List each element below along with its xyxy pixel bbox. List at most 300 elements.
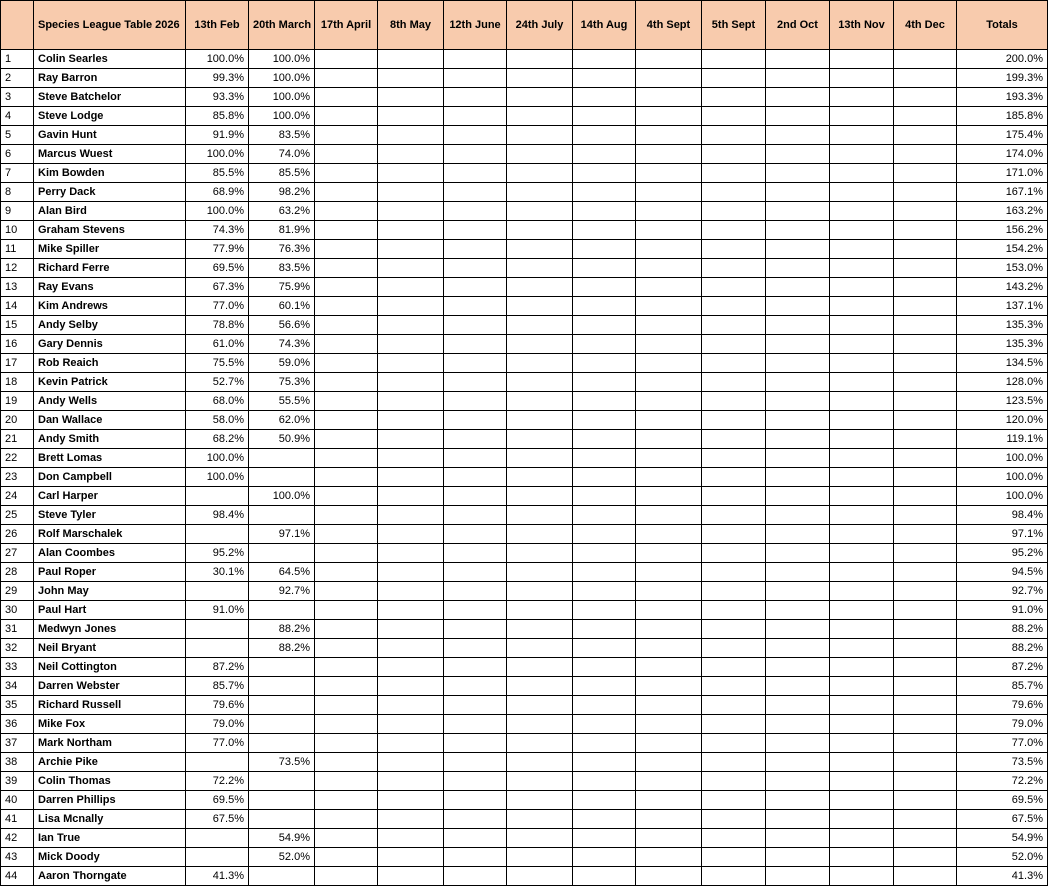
empty-score-cell[interactable] [315,468,378,487]
score-cell-20th-march[interactable]: 54.9% [249,829,315,848]
header-date-4[interactable]: 8th May [378,1,444,50]
rank-cell[interactable]: 19 [1,392,34,411]
empty-score-cell[interactable] [444,88,507,107]
empty-score-cell[interactable] [830,658,894,677]
name-cell[interactable]: Archie Pike [34,753,186,772]
empty-score-cell[interactable] [894,354,957,373]
name-cell[interactable]: Rob Reaich [34,354,186,373]
empty-score-cell[interactable] [573,449,636,468]
empty-score-cell[interactable] [636,164,702,183]
total-cell[interactable]: 94.5% [957,563,1048,582]
score-cell-20th-march[interactable] [249,791,315,810]
total-cell[interactable]: 163.2% [957,202,1048,221]
empty-score-cell[interactable] [315,164,378,183]
score-cell-20th-march[interactable]: 62.0% [249,411,315,430]
empty-score-cell[interactable] [444,829,507,848]
total-cell[interactable]: 79.0% [957,715,1048,734]
rank-cell[interactable]: 32 [1,639,34,658]
empty-score-cell[interactable] [507,487,573,506]
empty-score-cell[interactable] [573,848,636,867]
empty-score-cell[interactable] [315,563,378,582]
empty-score-cell[interactable] [894,164,957,183]
empty-score-cell[interactable] [315,715,378,734]
empty-score-cell[interactable] [702,829,766,848]
empty-score-cell[interactable] [573,221,636,240]
empty-score-cell[interactable] [507,506,573,525]
empty-score-cell[interactable] [636,354,702,373]
empty-score-cell[interactable] [830,696,894,715]
empty-score-cell[interactable] [378,278,444,297]
rank-cell[interactable]: 44 [1,867,34,886]
total-cell[interactable]: 135.3% [957,316,1048,335]
empty-score-cell[interactable] [378,734,444,753]
empty-score-cell[interactable] [766,145,830,164]
empty-score-cell[interactable] [507,126,573,145]
total-cell[interactable]: 72.2% [957,772,1048,791]
empty-score-cell[interactable] [636,335,702,354]
empty-score-cell[interactable] [378,88,444,107]
empty-score-cell[interactable] [573,677,636,696]
empty-score-cell[interactable] [636,601,702,620]
rank-cell[interactable]: 35 [1,696,34,715]
empty-score-cell[interactable] [573,411,636,430]
empty-score-cell[interactable] [378,221,444,240]
empty-score-cell[interactable] [573,468,636,487]
score-cell-13th-feb[interactable]: 69.5% [186,259,249,278]
empty-score-cell[interactable] [507,696,573,715]
empty-score-cell[interactable] [766,734,830,753]
empty-score-cell[interactable] [830,525,894,544]
empty-score-cell[interactable] [378,183,444,202]
table-title[interactable]: Species League Table 2026 [34,1,186,50]
empty-score-cell[interactable] [702,316,766,335]
empty-score-cell[interactable] [636,563,702,582]
empty-score-cell[interactable] [315,658,378,677]
header-date-10[interactable]: 2nd Oct [766,1,830,50]
empty-score-cell[interactable] [702,601,766,620]
empty-score-cell[interactable] [444,69,507,88]
empty-score-cell[interactable] [378,677,444,696]
empty-score-cell[interactable] [573,183,636,202]
empty-score-cell[interactable] [894,620,957,639]
name-cell[interactable]: Darren Phillips [34,791,186,810]
empty-score-cell[interactable] [378,69,444,88]
rank-cell[interactable]: 39 [1,772,34,791]
score-cell-20th-march[interactable] [249,506,315,525]
empty-score-cell[interactable] [830,449,894,468]
empty-score-cell[interactable] [444,791,507,810]
name-cell[interactable]: Gavin Hunt [34,126,186,145]
empty-score-cell[interactable] [573,107,636,126]
empty-score-cell[interactable] [507,601,573,620]
empty-score-cell[interactable] [766,126,830,145]
empty-score-cell[interactable] [894,316,957,335]
empty-score-cell[interactable] [507,449,573,468]
empty-score-cell[interactable] [444,715,507,734]
rank-cell[interactable]: 10 [1,221,34,240]
empty-score-cell[interactable] [636,88,702,107]
empty-score-cell[interactable] [507,411,573,430]
empty-score-cell[interactable] [702,620,766,639]
empty-score-cell[interactable] [636,50,702,69]
empty-score-cell[interactable] [573,601,636,620]
empty-score-cell[interactable] [378,335,444,354]
empty-score-cell[interactable] [636,658,702,677]
empty-score-cell[interactable] [702,430,766,449]
empty-score-cell[interactable] [766,639,830,658]
total-cell[interactable]: 41.3% [957,867,1048,886]
empty-score-cell[interactable] [830,601,894,620]
name-cell[interactable]: Colin Thomas [34,772,186,791]
empty-score-cell[interactable] [830,487,894,506]
total-cell[interactable]: 67.5% [957,810,1048,829]
empty-score-cell[interactable] [378,601,444,620]
empty-score-cell[interactable] [766,259,830,278]
empty-score-cell[interactable] [766,772,830,791]
name-cell[interactable]: Marcus Wuest [34,145,186,164]
empty-score-cell[interactable] [507,297,573,316]
empty-score-cell[interactable] [894,867,957,886]
header-date-11[interactable]: 13th Nov [830,1,894,50]
name-cell[interactable]: Mick Doody [34,848,186,867]
empty-score-cell[interactable] [444,563,507,582]
score-cell-13th-feb[interactable]: 77.9% [186,240,249,259]
total-cell[interactable]: 100.0% [957,449,1048,468]
score-cell-13th-feb[interactable]: 61.0% [186,335,249,354]
empty-score-cell[interactable] [507,164,573,183]
empty-score-cell[interactable] [444,544,507,563]
empty-score-cell[interactable] [766,183,830,202]
total-cell[interactable]: 87.2% [957,658,1048,677]
name-cell[interactable]: Richard Ferre [34,259,186,278]
empty-score-cell[interactable] [315,810,378,829]
empty-score-cell[interactable] [894,278,957,297]
empty-score-cell[interactable] [766,715,830,734]
empty-score-cell[interactable] [573,278,636,297]
rank-cell[interactable]: 36 [1,715,34,734]
empty-score-cell[interactable] [894,221,957,240]
score-cell-13th-feb[interactable]: 68.9% [186,183,249,202]
empty-score-cell[interactable] [315,544,378,563]
score-cell-20th-march[interactable]: 83.5% [249,126,315,145]
empty-score-cell[interactable] [894,563,957,582]
empty-score-cell[interactable] [636,240,702,259]
rank-cell[interactable]: 18 [1,373,34,392]
empty-score-cell[interactable] [702,677,766,696]
empty-score-cell[interactable] [507,525,573,544]
score-cell-20th-march[interactable]: 64.5% [249,563,315,582]
empty-score-cell[interactable] [830,810,894,829]
empty-score-cell[interactable] [766,468,830,487]
empty-score-cell[interactable] [702,848,766,867]
empty-score-cell[interactable] [636,734,702,753]
empty-score-cell[interactable] [702,69,766,88]
empty-score-cell[interactable] [894,183,957,202]
empty-score-cell[interactable] [894,468,957,487]
score-cell-20th-march[interactable]: 83.5% [249,259,315,278]
empty-score-cell[interactable] [378,867,444,886]
score-cell-13th-feb[interactable]: 74.3% [186,221,249,240]
empty-score-cell[interactable] [573,658,636,677]
score-cell-20th-march[interactable]: 81.9% [249,221,315,240]
score-cell-13th-feb[interactable] [186,829,249,848]
name-cell[interactable]: Paul Roper [34,563,186,582]
empty-score-cell[interactable] [573,392,636,411]
empty-score-cell[interactable] [830,335,894,354]
score-cell-20th-march[interactable]: 50.9% [249,430,315,449]
empty-score-cell[interactable] [636,487,702,506]
score-cell-20th-march[interactable] [249,734,315,753]
empty-score-cell[interactable] [378,297,444,316]
empty-score-cell[interactable] [766,810,830,829]
empty-score-cell[interactable] [702,164,766,183]
rank-cell[interactable]: 13 [1,278,34,297]
empty-score-cell[interactable] [830,506,894,525]
empty-score-cell[interactable] [315,297,378,316]
empty-score-cell[interactable] [315,221,378,240]
empty-score-cell[interactable] [444,468,507,487]
name-cell[interactable]: Steve Batchelor [34,88,186,107]
empty-score-cell[interactable] [766,430,830,449]
empty-score-cell[interactable] [573,734,636,753]
empty-score-cell[interactable] [702,107,766,126]
name-cell[interactable]: Dan Wallace [34,411,186,430]
empty-score-cell[interactable] [766,544,830,563]
score-cell-13th-feb[interactable]: 98.4% [186,506,249,525]
empty-score-cell[interactable] [444,487,507,506]
empty-score-cell[interactable] [573,563,636,582]
score-cell-20th-march[interactable]: 88.2% [249,620,315,639]
empty-score-cell[interactable] [378,145,444,164]
empty-score-cell[interactable] [894,50,957,69]
empty-score-cell[interactable] [830,297,894,316]
empty-score-cell[interactable] [702,202,766,221]
score-cell-13th-feb[interactable] [186,582,249,601]
empty-score-cell[interactable] [702,582,766,601]
empty-score-cell[interactable] [830,468,894,487]
empty-score-cell[interactable] [766,297,830,316]
empty-score-cell[interactable] [766,487,830,506]
name-cell[interactable]: Andy Smith [34,430,186,449]
total-cell[interactable]: 97.1% [957,525,1048,544]
rank-cell[interactable]: 22 [1,449,34,468]
score-cell-20th-march[interactable] [249,468,315,487]
empty-score-cell[interactable] [636,715,702,734]
score-cell-20th-march[interactable] [249,867,315,886]
empty-score-cell[interactable] [378,164,444,183]
empty-score-cell[interactable] [636,126,702,145]
empty-score-cell[interactable] [702,734,766,753]
score-cell-13th-feb[interactable]: 52.7% [186,373,249,392]
empty-score-cell[interactable] [766,221,830,240]
empty-score-cell[interactable] [830,639,894,658]
empty-score-cell[interactable] [507,563,573,582]
score-cell-13th-feb[interactable]: 87.2% [186,658,249,677]
score-cell-20th-march[interactable]: 88.2% [249,639,315,658]
header-date-1[interactable]: 13th Feb [186,1,249,50]
empty-score-cell[interactable] [507,354,573,373]
empty-score-cell[interactable] [315,88,378,107]
empty-score-cell[interactable] [766,867,830,886]
name-cell[interactable]: Neil Bryant [34,639,186,658]
empty-score-cell[interactable] [894,449,957,468]
total-cell[interactable]: 52.0% [957,848,1048,867]
total-cell[interactable]: 95.2% [957,544,1048,563]
empty-score-cell[interactable] [573,715,636,734]
total-cell[interactable]: 100.0% [957,487,1048,506]
empty-score-cell[interactable] [830,848,894,867]
score-cell-20th-march[interactable]: 74.0% [249,145,315,164]
empty-score-cell[interactable] [444,164,507,183]
score-cell-13th-feb[interactable]: 78.8% [186,316,249,335]
empty-score-cell[interactable] [702,506,766,525]
name-cell[interactable]: Darren Webster [34,677,186,696]
total-cell[interactable]: 77.0% [957,734,1048,753]
rank-cell[interactable]: 3 [1,88,34,107]
score-cell-20th-march[interactable]: 100.0% [249,69,315,88]
empty-score-cell[interactable] [444,658,507,677]
name-cell[interactable]: Ray Barron [34,69,186,88]
empty-score-cell[interactable] [636,544,702,563]
rank-cell[interactable]: 11 [1,240,34,259]
total-cell[interactable]: 171.0% [957,164,1048,183]
name-cell[interactable]: Kevin Patrick [34,373,186,392]
empty-score-cell[interactable] [378,772,444,791]
score-cell-20th-march[interactable]: 100.0% [249,107,315,126]
rank-cell[interactable]: 40 [1,791,34,810]
empty-score-cell[interactable] [830,202,894,221]
empty-score-cell[interactable] [766,696,830,715]
rank-cell[interactable]: 16 [1,335,34,354]
total-cell[interactable]: 185.8% [957,107,1048,126]
empty-score-cell[interactable] [636,582,702,601]
empty-score-cell[interactable] [444,145,507,164]
empty-score-cell[interactable] [315,620,378,639]
empty-score-cell[interactable] [830,563,894,582]
name-cell[interactable]: Lisa Mcnally [34,810,186,829]
score-cell-20th-march[interactable]: 74.3% [249,335,315,354]
rank-cell[interactable]: 23 [1,468,34,487]
name-cell[interactable]: Rolf Marschalek [34,525,186,544]
score-cell-20th-march[interactable]: 76.3% [249,240,315,259]
total-cell[interactable]: 134.5% [957,354,1048,373]
empty-score-cell[interactable] [378,449,444,468]
score-cell-20th-march[interactable] [249,677,315,696]
empty-score-cell[interactable] [702,259,766,278]
empty-score-cell[interactable] [830,316,894,335]
empty-score-cell[interactable] [315,145,378,164]
empty-score-cell[interactable] [378,620,444,639]
empty-score-cell[interactable] [636,848,702,867]
empty-score-cell[interactable] [636,202,702,221]
empty-score-cell[interactable] [573,544,636,563]
empty-score-cell[interactable] [702,373,766,392]
empty-score-cell[interactable] [702,88,766,107]
empty-score-cell[interactable] [315,107,378,126]
empty-score-cell[interactable] [378,506,444,525]
score-cell-13th-feb[interactable]: 67.3% [186,278,249,297]
empty-score-cell[interactable] [507,734,573,753]
empty-score-cell[interactable] [766,753,830,772]
empty-score-cell[interactable] [830,791,894,810]
name-cell[interactable]: Kim Andrews [34,297,186,316]
rank-cell[interactable]: 42 [1,829,34,848]
total-cell[interactable]: 92.7% [957,582,1048,601]
empty-score-cell[interactable] [636,392,702,411]
rank-cell[interactable]: 1 [1,50,34,69]
empty-score-cell[interactable] [830,221,894,240]
empty-score-cell[interactable] [636,449,702,468]
empty-score-cell[interactable] [507,620,573,639]
empty-score-cell[interactable] [444,278,507,297]
total-cell[interactable]: 69.5% [957,791,1048,810]
score-cell-13th-feb[interactable] [186,487,249,506]
empty-score-cell[interactable] [315,506,378,525]
empty-score-cell[interactable] [378,487,444,506]
empty-score-cell[interactable] [702,221,766,240]
empty-score-cell[interactable] [830,164,894,183]
empty-score-cell[interactable] [702,145,766,164]
empty-score-cell[interactable] [573,69,636,88]
empty-score-cell[interactable] [573,791,636,810]
empty-score-cell[interactable] [507,183,573,202]
total-cell[interactable]: 199.3% [957,69,1048,88]
empty-score-cell[interactable] [573,620,636,639]
empty-score-cell[interactable] [636,791,702,810]
empty-score-cell[interactable] [636,696,702,715]
empty-score-cell[interactable] [766,69,830,88]
total-cell[interactable]: 153.0% [957,259,1048,278]
total-cell[interactable]: 175.4% [957,126,1048,145]
empty-score-cell[interactable] [636,639,702,658]
empty-score-cell[interactable] [507,392,573,411]
name-cell[interactable]: Gary Dennis [34,335,186,354]
empty-score-cell[interactable] [894,259,957,278]
empty-score-cell[interactable] [636,506,702,525]
score-cell-13th-feb[interactable]: 100.0% [186,468,249,487]
empty-score-cell[interactable] [830,544,894,563]
empty-score-cell[interactable] [894,715,957,734]
name-cell[interactable]: Brett Lomas [34,449,186,468]
score-cell-13th-feb[interactable]: 100.0% [186,202,249,221]
score-cell-13th-feb[interactable]: 77.0% [186,734,249,753]
empty-score-cell[interactable] [702,563,766,582]
empty-score-cell[interactable] [507,677,573,696]
empty-score-cell[interactable] [315,772,378,791]
rank-cell[interactable]: 38 [1,753,34,772]
empty-score-cell[interactable] [573,506,636,525]
empty-score-cell[interactable] [444,525,507,544]
name-cell[interactable]: Richard Russell [34,696,186,715]
empty-score-cell[interactable] [315,867,378,886]
empty-score-cell[interactable] [636,297,702,316]
empty-score-cell[interactable] [702,297,766,316]
empty-score-cell[interactable] [830,183,894,202]
empty-score-cell[interactable] [507,848,573,867]
score-cell-20th-march[interactable] [249,658,315,677]
name-cell[interactable]: Andy Wells [34,392,186,411]
empty-score-cell[interactable] [315,639,378,658]
total-cell[interactable]: 73.5% [957,753,1048,772]
empty-score-cell[interactable] [636,145,702,164]
empty-score-cell[interactable] [702,639,766,658]
empty-score-cell[interactable] [636,430,702,449]
empty-score-cell[interactable] [894,677,957,696]
empty-score-cell[interactable] [507,658,573,677]
empty-score-cell[interactable] [702,449,766,468]
score-cell-20th-march[interactable]: 98.2% [249,183,315,202]
score-cell-20th-march[interactable]: 63.2% [249,202,315,221]
